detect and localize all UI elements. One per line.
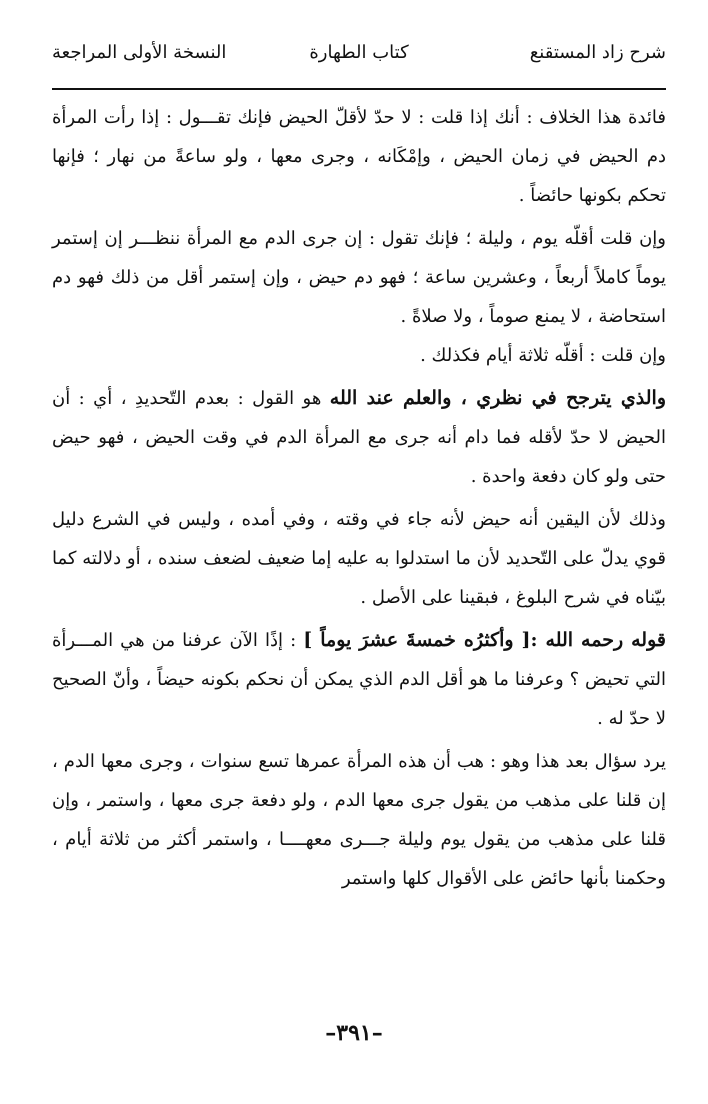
paragraph-4-lead: والذي يترجح في نظري ، والعلم عند الله: [329, 387, 666, 409]
page-number: –٣٩١–: [325, 1020, 383, 1046]
paragraph-4: [52, 379, 666, 496]
page-body: [52, 98, 666, 898]
paragraph-5: [52, 500, 666, 617]
paragraph-7: [52, 742, 666, 898]
header-edition: النسخة الأولى المراجعة: [52, 42, 227, 63]
paragraph-6-lead: قوله رحمه الله :[ وأكثرُه خمسةَ عشرَ يوماً ]: [303, 629, 666, 651]
paragraph-6: [52, 621, 666, 738]
paragraph-7-text: يرد سؤال بعد هذا وهو : هب أن هذه المرأة عمرها تسع سنوات ، وجرى معها الدم ، إن قلنا على مذهب من يقول جرى معها الدم ، ولو دفعة جرى معها ، واستمر ، وإن قلنا على مذهب من يقول يوم وليلة جـــرى معهــــا ، واستمر أكثر من ثلاثة أيام ، وحكمنا بأنها حائض على الأقوال كلها واستمر: [52, 751, 666, 889]
paragraph-4-text: هو القول : بعدم التّحديدِ ، أي : أن الحيض لا حدّ لأقله فما دام أنه جرى مع المرأة الدم في وقت الحيض ، فهو حيض حتى ولو كان دفعة واحدة .: [52, 388, 666, 487]
paragraph-3-text: وإن قلت : أقلّه ثلاثة أيام فكذلك .: [420, 345, 666, 366]
paragraph-1: [52, 98, 666, 215]
paragraph-2: [52, 219, 666, 336]
paragraph-1-text: فائدة هذا الخلاف : أنك إذا قلت : لا حدّ لأقلّ الحيض فإنك تقـــول : إذا رأت المرأة دم الحيض في زمان الحيض ، وإمْكَانه ، وجرى معها ، ولو ساعةً من نهار ؛ فإنها تحكم بكونها حائضاً .: [52, 107, 666, 206]
paragraph-2-text: وإن قلت أقلّه يوم ، وليلة ؛ فإنك تقول : إن جرى الدم مع المرأة ننظـــر إن إستمر يوماً كاملاً أربعاً ، وعشرين ساعة ؛ فهو دم حيض ، وإن إستمر أقل من ذلك فهو دم استحاضة ، لا يمنع صوماً ، ولا صلاةً .: [52, 228, 666, 327]
paragraph-5-text: وذلك لأن اليقين أنه حيض لأنه جاء في وقته ، وفي أمده ، وليس في الشرع دليل قوي يدلّ على التّحديد لأن ما استدلوا به عليه إما ضعيف لضعف سنده ، أو دلالته كما بيّناه في شرح البلوغ ، فبقينا على الأصل .: [52, 509, 666, 608]
header-book-title: شرح زاد المستقنع: [529, 42, 666, 63]
header-chapter-title: كتاب الطهارة: [309, 42, 409, 63]
paragraph-3: [52, 336, 666, 375]
paragraph-6-text: : إذًا الآن عرفنا من هي المـــرأة التي تحيض ؟ وعرفنا ما هو أقل الدم الذي يمكن أن نحكم بكونه حيضاً ، وأنّ الصحيح لا حدّ له .: [52, 630, 666, 729]
running-header: [52, 32, 666, 90]
